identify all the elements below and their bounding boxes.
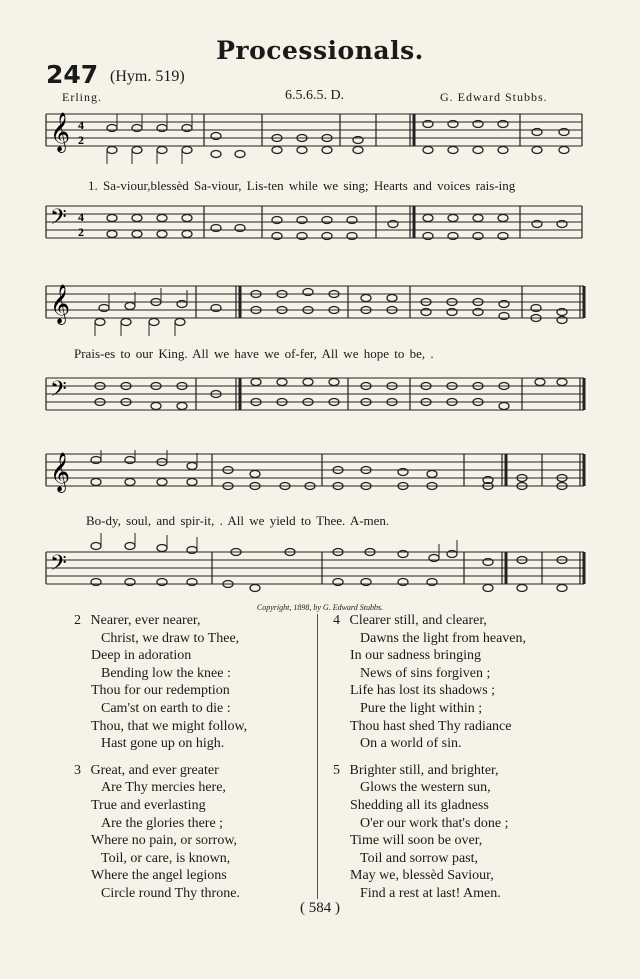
- verse-line: Bending low the knee :: [101, 665, 231, 681]
- verse-line: True and everlasting: [91, 797, 206, 813]
- verse-line: Thou for our redemption: [91, 683, 230, 699]
- verse-line: News of sins forgiven ;: [360, 665, 491, 681]
- treble-clef-icon: 𝄞: [50, 112, 71, 152]
- verse-line: Toil and sorrow past,: [360, 850, 479, 866]
- treble-clef-icon: 𝄞: [50, 452, 71, 492]
- bass-notes: [107, 215, 567, 240]
- verse-line: Deep in adoration: [91, 648, 192, 664]
- verse-line: May we, blessèd Saviour,: [350, 868, 494, 884]
- tune-name: Erling.: [62, 90, 102, 104]
- verse-line: Christ, we draw to Thee,: [101, 630, 240, 646]
- time-signature: 2: [78, 225, 84, 239]
- treble-clef-icon: 𝄞: [50, 284, 71, 324]
- verse-line: On a world of sin.: [360, 736, 462, 752]
- verse-line: Toil, or care, is known,: [101, 850, 231, 866]
- meter: 6.5.6.5. D.: [285, 88, 345, 103]
- verse-line: Shedding all its gladness: [350, 797, 489, 813]
- bass-notes: [91, 533, 567, 592]
- time-signature: 2: [78, 133, 84, 147]
- verse-line: Hast gone up on high.: [101, 736, 225, 752]
- lyric-line-3: Bo-dy, soul, and spir-it, . All we yield to Thee. A-men.: [86, 513, 390, 528]
- verse-line: Thou, that we might follow,: [91, 718, 248, 734]
- verse-line: Life has lost its shadows ;: [350, 683, 496, 699]
- lyric-line-2: Prais-es to our King. All we have we of-fer, All we hope to be, .: [74, 346, 434, 361]
- verse-line: Circle round Thy throne.: [101, 885, 240, 901]
- verse-line: Where no pain, or sorrow,: [91, 833, 238, 849]
- verse-line: O'er our work that's done ;: [360, 815, 509, 831]
- verses-left-column: [74, 612, 314, 912]
- verse-line: Time will soon be over,: [350, 833, 483, 849]
- verses-right-column: [333, 612, 593, 912]
- hymn-reference: (Hym. 519): [110, 68, 185, 85]
- page-number: ( 584 ): [300, 900, 340, 916]
- lyric-line-1: 1. Sa-viour,blessèd Sa-viour, Lis-ten while we sing; Hearts and voices rais-ing: [88, 178, 516, 193]
- verse-line: Cam'st on earth to die :: [101, 700, 231, 716]
- stanza-number: 4: [333, 613, 340, 628]
- treble-staff: [46, 114, 582, 146]
- time-signature: 4: [78, 210, 84, 224]
- stanza-number: 5: [333, 762, 340, 778]
- verse-line: Find a rest at last! Amen.: [360, 885, 501, 901]
- treble-staff: [46, 454, 584, 486]
- stanza-4: [333, 612, 593, 753]
- bass-clef-icon: 𝄢: [50, 205, 67, 235]
- verse-line: In our sadness bringing: [350, 648, 482, 664]
- verse-line: Where the angel legions: [91, 868, 227, 884]
- verse-line: Dawns the light from heaven,: [360, 630, 527, 646]
- verse-line: Nearer, ever nearer,: [90, 613, 201, 628]
- stanza-number: 3: [74, 762, 81, 778]
- verse-line: Clearer still, and clearer,: [349, 613, 487, 628]
- bass-clef-icon: 𝄢: [50, 551, 67, 581]
- verse-line: Great, and ever greater: [90, 762, 219, 778]
- verse-line: Thou hast shed Thy radiance: [350, 718, 512, 734]
- notes: [95, 288, 567, 336]
- section-title: Processionals.: [216, 36, 424, 65]
- column-divider: [317, 614, 318, 899]
- bass-clef-icon: 𝄢: [50, 377, 67, 407]
- verse-line: Glows the western sun,: [360, 780, 491, 796]
- verse-line: Brighter still, and brighter,: [349, 762, 499, 778]
- composer: G. Edward Stubbs.: [440, 90, 548, 104]
- time-signature: 4: [78, 118, 84, 132]
- stanza-3: [74, 762, 314, 903]
- hymn-number: 247: [46, 60, 99, 89]
- stanza-2: [74, 612, 314, 753]
- stanza-5: [333, 762, 593, 903]
- treble-staff: [46, 286, 584, 318]
- copyright-notice: Copyright, 1898, by G. Edward Stubbs.: [256, 603, 384, 612]
- verse-line: Pure the light within ;: [360, 700, 483, 716]
- stanza-number: 2: [74, 613, 81, 628]
- verse-line: Are Thy mercies here,: [101, 780, 226, 796]
- verse-line: Are the glories there ;: [101, 815, 224, 831]
